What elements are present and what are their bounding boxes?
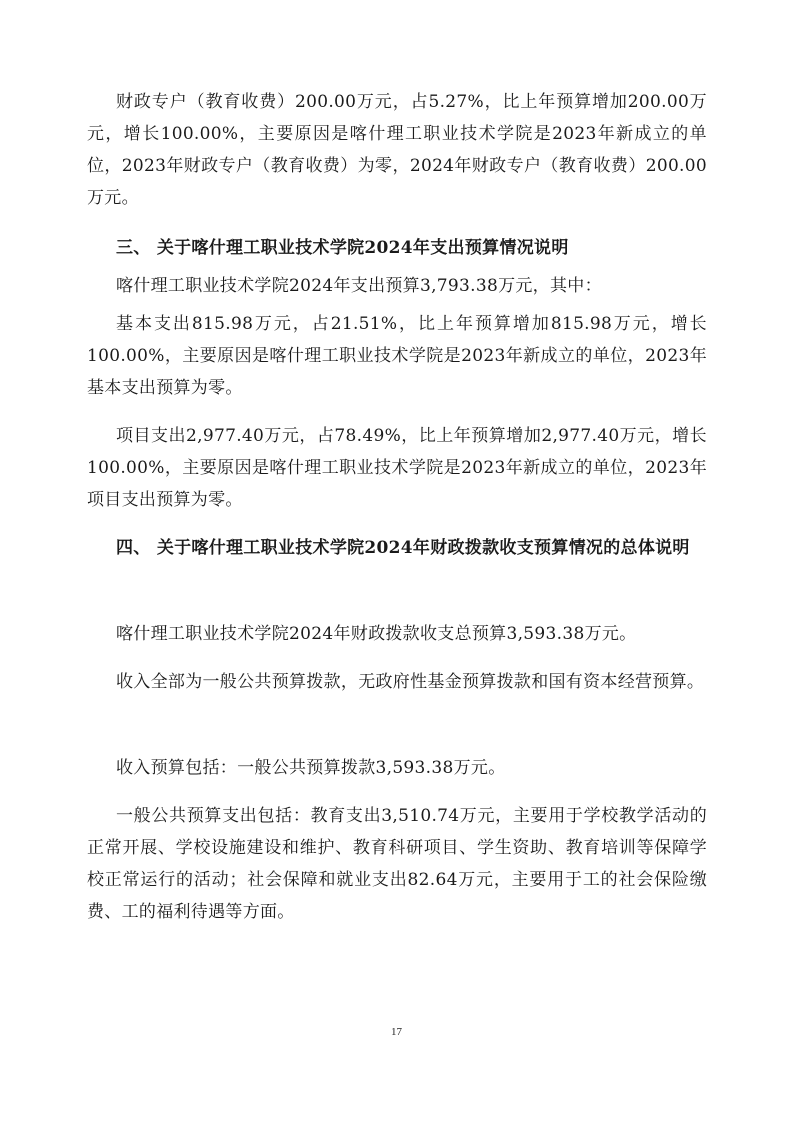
paragraph-income-budget	[87, 752, 707, 784]
paragraph-total-expenditure	[87, 270, 707, 302]
paragraph-general-budget-expenditure	[87, 800, 707, 928]
section-heading-3	[87, 232, 707, 264]
paragraph-basic-expenditure	[87, 308, 707, 404]
paragraph-fiscal-total	[87, 618, 707, 650]
paragraph-text: 喀什理工职业技术学院2024年支出预算3,793.38万元，其中：	[116, 276, 602, 296]
paragraph-text: 喀什理工职业技术学院2024年财政拨款收支总预算3,593.38万元。	[116, 624, 637, 644]
paragraph-income-sources	[87, 666, 707, 698]
heading-text: 四、 关于喀什理工职业技术学院2024年财政拨款收支预算情况的总体说明	[116, 538, 690, 558]
heading-text: 三、 关于喀什理工职业技术学院2024年支出预算情况说明	[116, 238, 569, 258]
section-heading-4	[87, 532, 707, 564]
paragraph-text: 财政专户（教育收费）200.00万元，占5.27%，比上年预算增加200.00万元，增长100.00%，主要原因是喀什理工职业技术学院是2023年新成立的单位，2023年财政专户（教育收费）为零，2024年财政专户（教育收费）200.00万元。	[87, 92, 707, 208]
page-number: 17	[391, 1026, 402, 1038]
paragraph-text: 收入预算包括：一般公共预算拨款3,593.38万元。	[116, 758, 506, 778]
paragraph-text: 一般公共预算支出包括：教育支出3,510.74万元，主要用于学校教学活动的正常开展、学校设施建设和维护、教育科研项目、学生资助、教育培训等保障学校正常运行的活动；社会保障和就业支出82.64万元，主要用于工的社会保险缴费、工的福利待遇等方面。	[87, 806, 707, 922]
paragraph-project-expenditure	[87, 420, 707, 516]
paragraph-text: 基本支出815.98万元，占21.51%，比上年预算增加815.98万元，增长100.00%，主要原因是喀什理工职业技术学院是2023年新成立的单位，2023年基本支出预算为零。	[87, 314, 707, 398]
paragraph-text: 收入全部为一般公共预算拨款，无政府性基金预算拨款和国有资本经营预算。	[116, 672, 705, 692]
paragraph-education-fee	[87, 86, 707, 214]
paragraph-text: 项目支出2,977.40万元，占78.49%，比上年预算增加2,977.40万元，增长100.00%，主要原因是喀什理工职业技术学院是2023年新成立的单位，2023年项目支出预算为零。	[87, 426, 707, 510]
